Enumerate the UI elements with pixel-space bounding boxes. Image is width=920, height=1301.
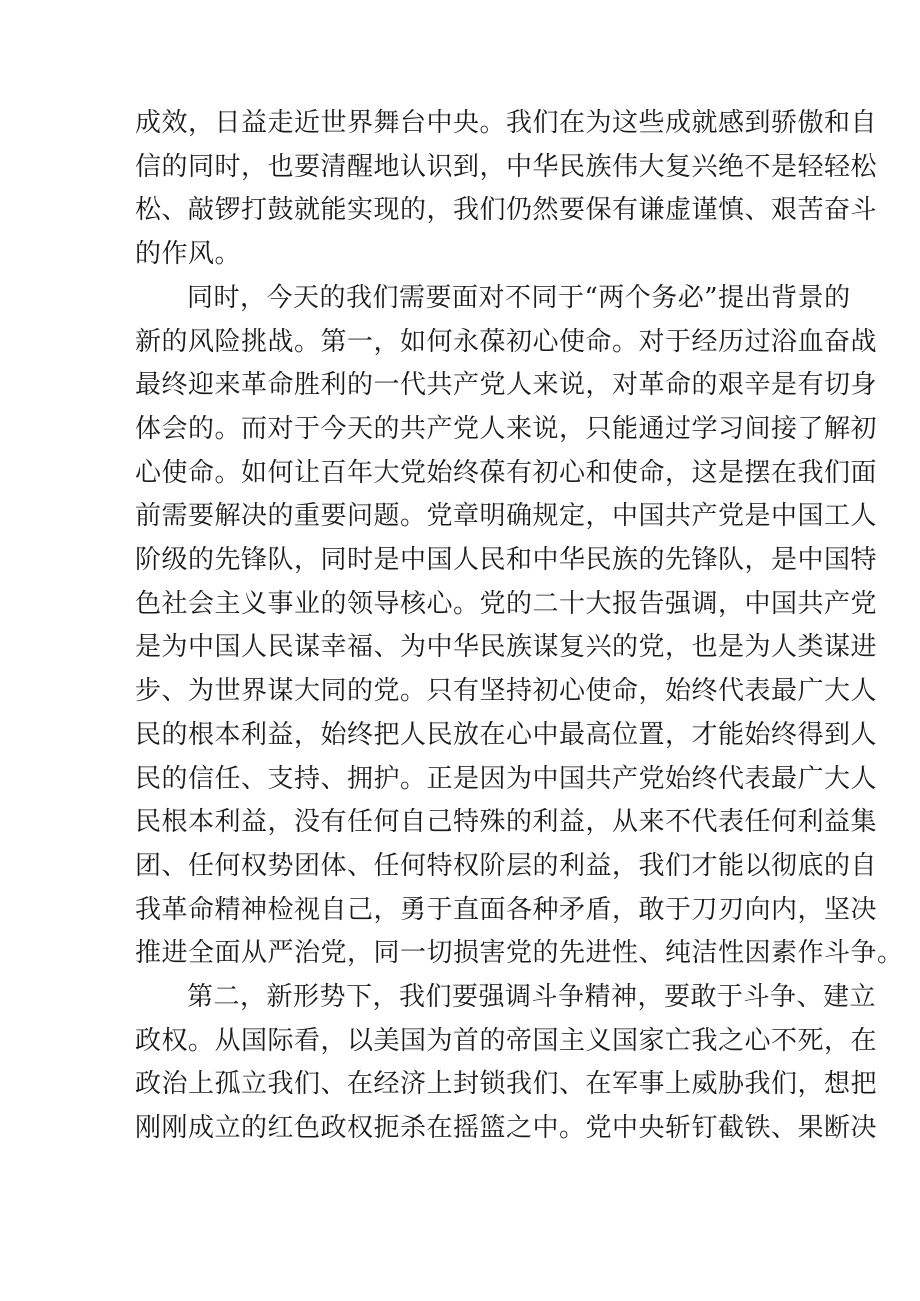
text-line: 体会的。而对于今天的共产党人来说，只能通过学习间接了解初: [135, 413, 878, 444]
text-line: 心使命。如何让百年大党始终葆有初心和使命，这是摆在我们面: [135, 457, 878, 488]
text-line: 民根本利益，没有任何自己特殊的利益，从来不代表任何利益集: [135, 807, 878, 838]
text-line: 最终迎来革命胜利的一代共产党人来说，对革命的艰辛是有切身: [135, 370, 878, 401]
text-line: 刚刚成立的红色政权扼杀在摇篮之中。党中央斩钉截铁、果断决: [135, 1113, 878, 1144]
text-line: 政权。从国际看，以美国为首的帝国主义国家亡我之心不死，在: [135, 1025, 878, 1056]
text-line: 阶级的先锋队，同时是中国人民和中华民族的先锋队，是中国特: [135, 545, 878, 576]
text-line: 民的信任、支持、拥护。正是因为中国共产党始终代表最广大人: [135, 763, 878, 794]
text-line: 步、为世界谋大同的党。只有坚持初心使命，始终代表最广大人: [135, 676, 878, 707]
text-line: 成效，日益走近世界舞台中央。我们在为这些成就感到骄傲和自: [135, 108, 878, 138]
text-line: 的作风。: [135, 239, 242, 270]
text-line: 第二，新形势下，我们要强调斗争精神，要敢于斗争、建立: [187, 982, 877, 1013]
paragraph-2: [135, 277, 904, 976]
text-line: 是为中国人民谋幸福、为中华民族谋复兴的党，也是为人类谋进: [135, 632, 878, 663]
text-line: 信的同时，也要清醒地认识到，中华民族伟大复兴绝不是轻轻松: [135, 151, 878, 182]
text-line: 民的根本利益，始终把人民放在心中最高位置，才能始终得到人: [135, 719, 878, 750]
paragraph-1: [135, 102, 878, 277]
text-line: 推进全面从严治党，同一切损害党的先进性、纯洁性因素作斗争。: [135, 938, 904, 969]
text-line: 同时，今天的我们需要面对不同于“两个务必”提出背景的: [187, 282, 851, 313]
text-line: 团、任何权势团体、任何特权阶层的利益，我们才能以彻底的自: [135, 850, 878, 881]
text-line: 新的风险挑战。第一，如何永葆初心使命。对于经历过浴血奋战: [135, 326, 878, 357]
text-line: 色社会主义事业的领导核心。党的二十大报告强调，中国共产党: [135, 588, 878, 619]
text-line: 松、敲锣打鼓就能实现的，我们仍然要保有谦虚谨慎、艰苦奋斗: [135, 195, 878, 226]
text-line: 前需要解决的重要问题。党章明确规定，中国共产党是中国工人: [135, 501, 878, 532]
body-text: [135, 102, 904, 1151]
text-line: 我革命精神检视自己，勇于直面各种矛盾，敢于刀刃向内，坚决: [135, 894, 878, 925]
text-line: 政治上孤立我们、在经济上封锁我们、在军事上威胁我们，想把: [135, 1069, 878, 1100]
paragraph-3: [135, 976, 878, 1151]
